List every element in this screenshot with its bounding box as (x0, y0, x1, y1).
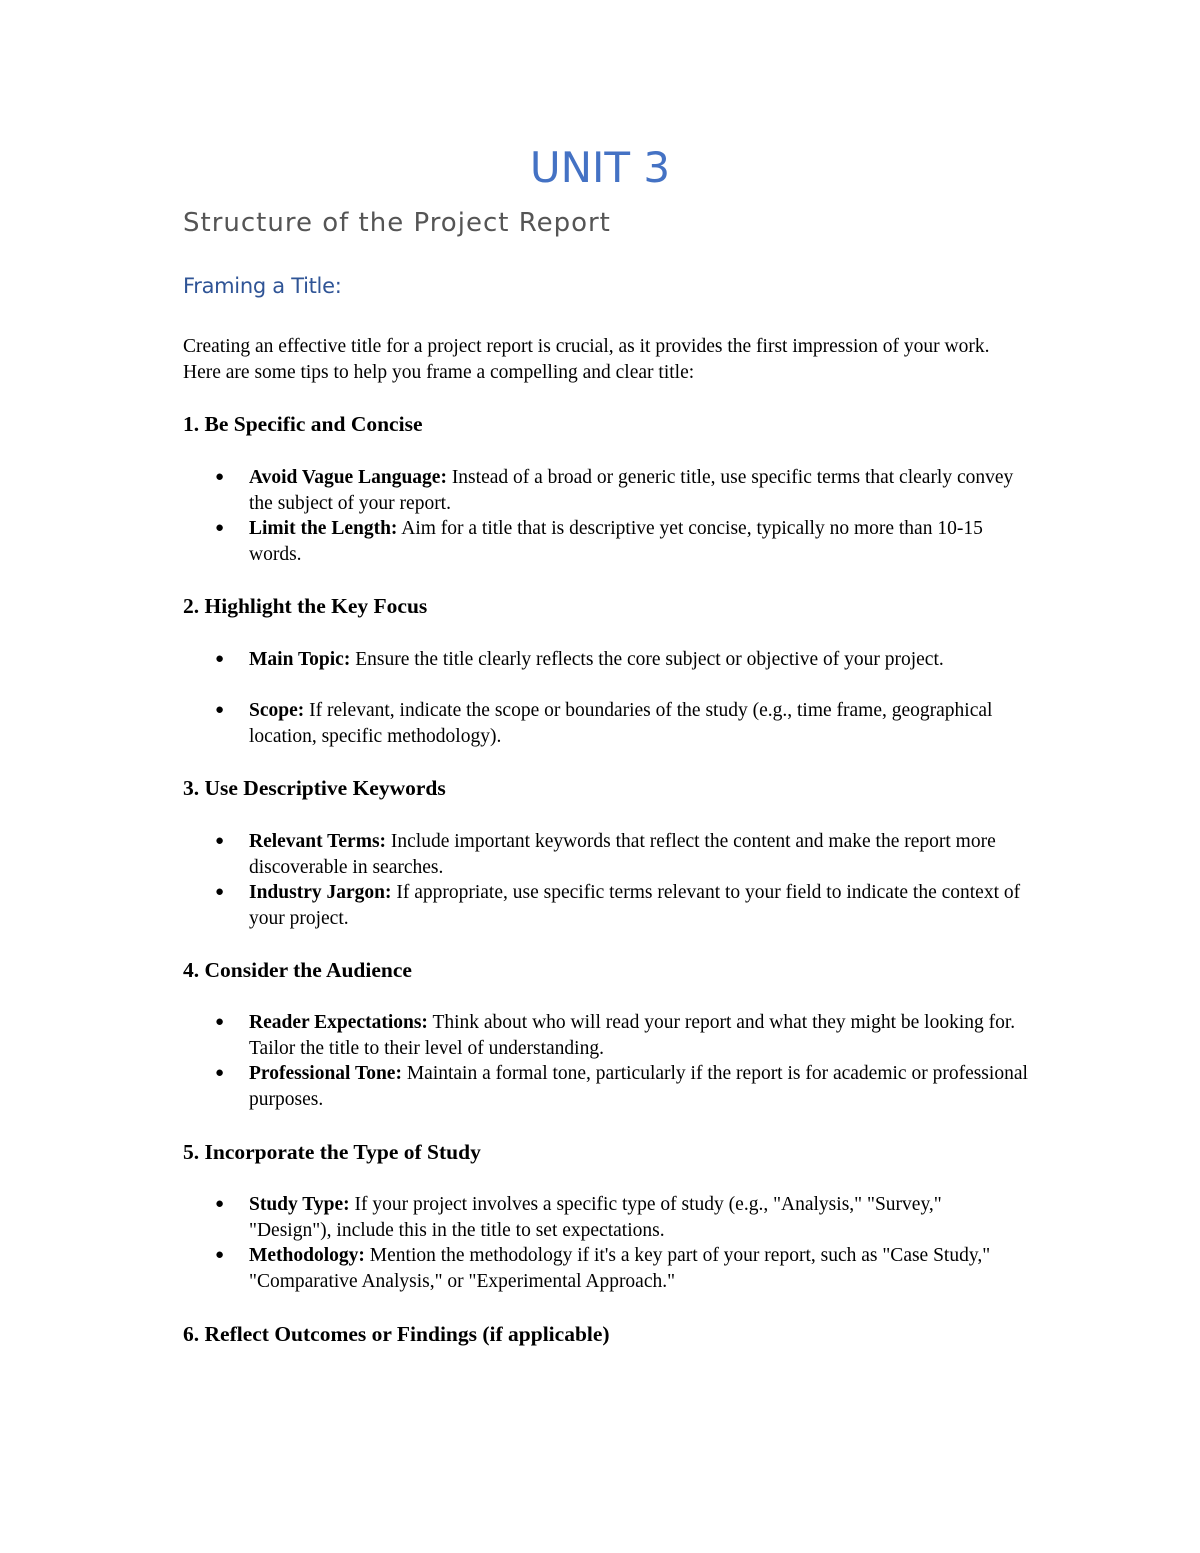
bullet-icon: ● (215, 520, 225, 536)
list-item-description: Mention the methodology if it's a key part of your report, such as "Case Study," "Comparative Analysis," or "Experimental Approach." (249, 1245, 991, 1292)
list-item-term: Industry Jargon: (249, 882, 392, 903)
list-item-text (249, 1010, 1029, 1061)
list-item-term: Limit the Length: (249, 518, 398, 539)
tip-heading: 3. Use Descriptive Keywords (183, 776, 446, 800)
bullet-icon: ● (215, 833, 225, 849)
list-item-text (249, 647, 1029, 673)
section-heading: Framing a Title: (183, 274, 342, 298)
tip-heading: 2. Highlight the Key Focus (183, 594, 428, 618)
tip-heading: 4. Consider the Audience (183, 958, 412, 982)
bullet-icon: ● (215, 1014, 225, 1030)
list-item-description: If appropriate, use specific terms relevant to your field to indicate the context of your project. (249, 882, 1021, 929)
intro-paragraph: Creating an effective title for a project report is crucial, as it provides the first impression of your work. Here are some tips to help you frame a compelling and clear title: (183, 336, 990, 383)
list-item-term: Study Type: (249, 1194, 350, 1215)
list-item-term: Avoid Vague Language: (249, 467, 447, 488)
list-item-term: Reader Expectations: (249, 1012, 428, 1033)
list-item-text (249, 516, 1029, 567)
list-item-description: Include important keywords that reflect the content and make the report more discoverable in searches. (249, 831, 996, 878)
bullet-icon: ● (215, 1196, 225, 1212)
list-item-description: Instead of a broad or generic title, use specific terms that clearly convey the subject of your report. (249, 467, 1014, 514)
tip-heading: 6. Reflect Outcomes or Findings (if applicable) (183, 1322, 610, 1346)
bullet-icon: ● (215, 651, 225, 667)
bullet-icon: ● (215, 884, 225, 900)
list-item-text (249, 1192, 1029, 1243)
list-item-description: Ensure the title clearly reflects the core subject or objective of your project. (355, 649, 944, 670)
list-item-text (249, 1061, 1029, 1112)
list-item-description: Aim for a title that is descriptive yet concise, typically no more than 10-15 words. (249, 518, 983, 565)
bullet-icon: ● (215, 469, 225, 485)
list-item-text (249, 880, 1029, 931)
list-item-term: Professional Tone: (249, 1063, 402, 1084)
list-item-text (249, 1243, 1029, 1294)
list-item-text (249, 829, 1029, 880)
list-item-term: Main Topic: (249, 649, 351, 670)
list-item-term: Relevant Terms: (249, 831, 387, 852)
bullet-icon: ● (215, 702, 225, 718)
list-item-description: If your project involves a specific type of study (e.g., "Analysis," "Survey," "Design"), include this in the title to set expectations. (249, 1194, 942, 1241)
list-item-description: Maintain a formal tone, particularly if the report is for academic or professional purposes. (249, 1063, 1028, 1110)
list-item-text (249, 698, 1029, 749)
list-item-term: Scope: (249, 700, 305, 721)
bullet-icon: ● (215, 1247, 225, 1263)
list-item-description: Think about who will read your report and what they might be looking for. Tailor the title to their level of understanding. (249, 1012, 1016, 1059)
document-subtitle: Structure of the Project Report (183, 208, 611, 238)
bullet-icon: ● (215, 1065, 225, 1081)
list-item-description: If relevant, indicate the scope or boundaries of the study (e.g., time frame, geographical location, specific methodology). (249, 700, 993, 747)
tip-heading: 5. Incorporate the Type of Study (183, 1140, 481, 1164)
list-item-term: Methodology: (249, 1245, 365, 1266)
tip-heading: 1. Be Specific and Concise (183, 412, 423, 436)
unit-title: UNIT 3 (529, 143, 671, 192)
list-item-text (249, 465, 1029, 516)
